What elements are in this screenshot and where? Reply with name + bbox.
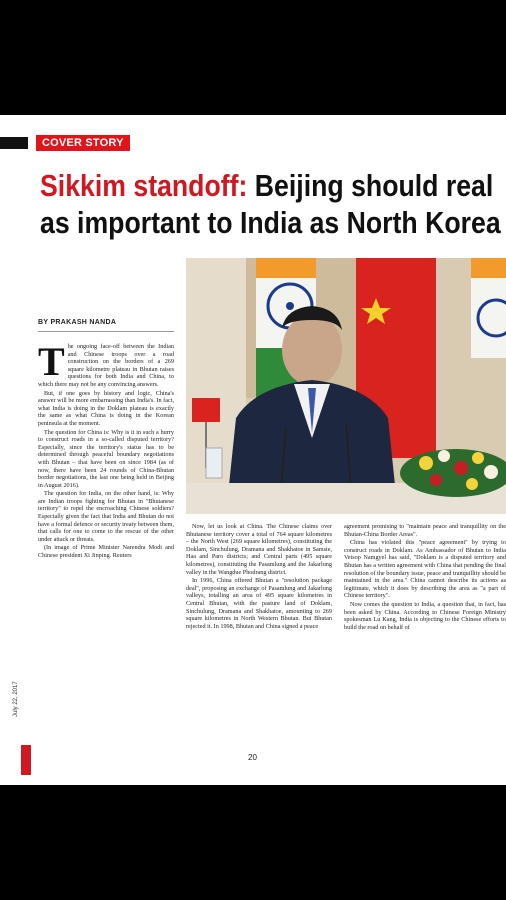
- paragraph: Now, let us look at China. The Chinese claims over Bhutanese territory cover a total of 764 square kilometres – the North West (269 square kilometres), constituting the Doklam, Sinchulung, Dramana and Shakhatoe in Samste, Haa and Paro districts; and Central parts (495 square kilometres), constituting the Pasamlung and the Jakarlung valley in the Wangdue Phodrang district.: [186, 523, 332, 576]
- headline-highlight: Sikkim standoff:: [40, 168, 248, 203]
- page-number: 20: [248, 753, 257, 762]
- paragraph: The question for India, on the other hand, is: Why are Indian troops fighting for Bhutan in "Bhutanese territory" to repel the encroaching Chinese soldiers? Especially given the fact that India and Bhutan do not have a formal defence or security treaty between them, that calls for one to come to the rescue of the other under attack or threats.: [38, 490, 174, 543]
- article-column-1: [38, 343, 174, 743]
- paragraph: The question for China is: Why is it in such a hurry to construct roads in a so-called disputed territory? Especially, since the territory's status has to be determined through peaceful boundary negotiations with Bhutan – that have been on since 1984 (as of now, there have been 24 rounds of China-Bhutan border negotiations, the last one being held in Beijing in August 2016).: [38, 428, 174, 489]
- drop-cap: T: [38, 343, 65, 384]
- section-badge: COVER STORY: [36, 135, 130, 151]
- paragraph: agreement promising to "maintain peace and tranquillity on the Bhutan-China Border Areas".: [344, 523, 506, 538]
- photo-caption: (In image of Prime Minister Narendra Modi and Chinese president Xi Jinping. Reuters: [38, 544, 174, 560]
- byline: BY PRAKASH NANDA: [38, 319, 117, 326]
- article-photo: [186, 258, 506, 514]
- headline-rest: Beijing should real: [247, 168, 494, 203]
- issue-date: July 22, 2017: [13, 681, 19, 717]
- paragraph: In 1996, China offered Bhutan a "resolution package deal", proposing an exchange of Pasamlung and Jakarlung valleys, totalling an area of 495 square kilometres in Central Bhutan, with the pasture land of Doklam, Sinchulung, Dramana and Shakhatoe, amounting to 269 square kilometres in North Western Bhutan. But Bhutan rejected it. In 1998, Bhutan and China signed a peace: [186, 577, 332, 630]
- paragraph: Now comes the question to India, a question that, in fact, has been asked by China. According to Chinese Foreign Ministry spokesman Lu Kang, India is objecting to the Chinese efforts to build the road on behalf of: [344, 600, 506, 631]
- magazine-logo: [21, 745, 31, 775]
- headline-line2: as important to India as North Korea: [40, 205, 501, 240]
- article-column-2: [186, 523, 332, 743]
- article-column-3: [344, 523, 506, 743]
- paragraph: China has violated this "peace agreement" by trying to construct roads in Doklam. As Ambassador of Bhutan to India Vetsop Namgyel has said, "Doklam is a disputed territory and Bhutan has a written agreement with China that pending the final resolution of the boundary issue, peace and tranquillity should be maintained in the area." China cannot describe its actions as legitimate, which it does by describing the area as "a part of Chinese territory".: [344, 539, 506, 600]
- magazine-page: [0, 115, 506, 785]
- byline-divider: [38, 331, 174, 332]
- headline: [40, 167, 501, 241]
- paragraph: But, if one goes by history and logic, China's answer will be more embarrassing than India's. In fact, what India is doing in the Doklam plateau is exactly the same as what China is doing in the Korean peninsula at the moment.: [38, 389, 174, 427]
- paragraph: he ongoing face-off between the Indian and Chinese troops over a road construction on the borders of a 269 square kilometre plateau in Bhutan raises questions for both India and China, to which there may not be any convincing answers.: [38, 343, 174, 388]
- section-bar: [0, 137, 28, 149]
